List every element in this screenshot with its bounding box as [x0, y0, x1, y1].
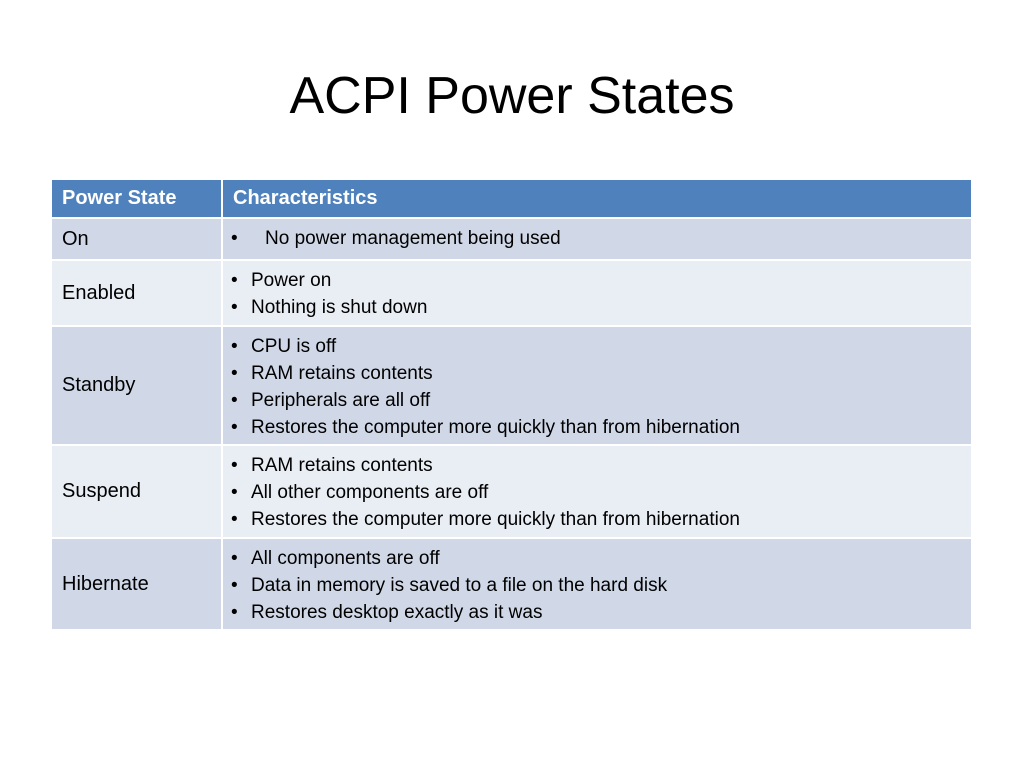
- characteristics-cell: [222, 218, 972, 260]
- list-item: [229, 333, 971, 360]
- header-power-state: Power State: [52, 180, 222, 218]
- list-item: [229, 572, 971, 599]
- bullet-icon: •: [231, 297, 238, 318]
- characteristics-cell: [222, 260, 972, 326]
- characteristic-text: Nothing is shut down: [251, 297, 428, 318]
- bullet-icon: •: [231, 602, 238, 623]
- list-item: [229, 267, 971, 294]
- state-cell: On: [52, 218, 222, 260]
- characteristic-text: Restores the computer more quickly than from hibernation: [251, 509, 740, 530]
- bullet-icon: •: [231, 548, 238, 569]
- table-row: [52, 538, 972, 630]
- bullet-icon: •: [231, 228, 238, 249]
- slide-title: ACPI Power States: [289, 67, 735, 125]
- characteristic-text: No power management being used: [265, 228, 561, 249]
- characteristics-list: [229, 333, 971, 441]
- characteristic-text: Restores desktop exactly as it was: [251, 602, 543, 623]
- bullet-icon: •: [231, 270, 238, 291]
- list-item: [229, 452, 971, 479]
- characteristic-text: All components are off: [251, 548, 440, 569]
- table-row: [52, 218, 972, 260]
- bullet-icon: •: [231, 455, 238, 476]
- list-item: [229, 225, 971, 252]
- characteristic-text: CPU is off: [251, 336, 337, 357]
- bullet-icon: •: [231, 575, 238, 596]
- bullet-icon: •: [231, 363, 238, 384]
- list-item: [229, 387, 971, 414]
- state-cell: Enabled: [52, 260, 222, 326]
- characteristic-text: Power on: [251, 270, 332, 291]
- table-row: [52, 260, 972, 326]
- table-header-row: [52, 180, 972, 218]
- header-characteristics: Characteristics: [222, 180, 972, 218]
- power-states-table: [52, 180, 973, 631]
- list-item: [229, 506, 971, 533]
- characteristic-text: Data in memory is saved to a file on the hard disk: [251, 575, 668, 596]
- characteristics-list: [229, 225, 971, 252]
- characteristics-cell: [222, 445, 972, 538]
- characteristic-text: Peripherals are all off: [251, 390, 431, 411]
- state-cell: Hibernate: [52, 538, 222, 630]
- characteristic-text: All other components are off: [251, 482, 489, 503]
- list-item: [229, 414, 971, 441]
- bullet-icon: •: [231, 390, 238, 411]
- characteristics-list: [229, 545, 971, 626]
- bullet-icon: •: [231, 509, 238, 530]
- characteristic-text: RAM retains contents: [251, 363, 433, 384]
- state-cell: Suspend: [52, 445, 222, 538]
- characteristics-cell: [222, 326, 972, 445]
- list-item: [229, 599, 971, 626]
- list-item: [229, 294, 971, 321]
- characteristic-text: Restores the computer more quickly than from hibernation: [251, 417, 740, 438]
- list-item: [229, 360, 971, 387]
- bullet-icon: •: [231, 336, 238, 357]
- characteristics-cell: [222, 538, 972, 630]
- state-cell: Standby: [52, 326, 222, 445]
- bullet-icon: •: [231, 417, 238, 438]
- bullet-icon: •: [231, 482, 238, 503]
- characteristics-list: [229, 267, 971, 321]
- table-row: [52, 445, 972, 538]
- characteristic-text: RAM retains contents: [251, 455, 433, 476]
- list-item: [229, 545, 971, 572]
- characteristics-list: [229, 452, 971, 533]
- table-row: [52, 326, 972, 445]
- list-item: [229, 479, 971, 506]
